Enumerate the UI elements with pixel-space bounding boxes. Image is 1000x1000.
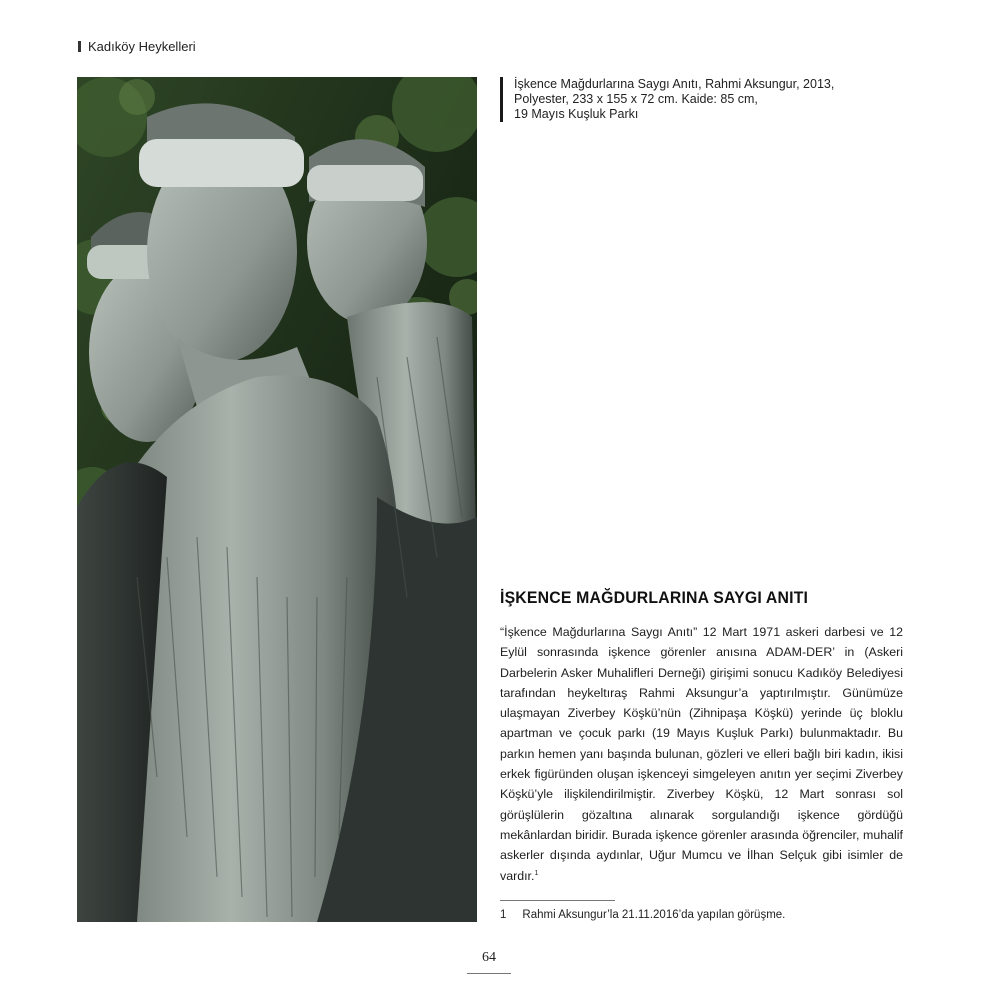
running-title: Kadıköy Heykelleri	[88, 39, 196, 54]
page-number: 64	[482, 950, 496, 965]
caption-line-2: Polyester, 233 x 155 x 72 cm. Kaide: 85 cm,	[514, 92, 758, 106]
caption-line-1: İşkence Mağdurlarına Saygı Anıtı, Rahmi Aksungur, 2013,	[514, 77, 835, 91]
header-marker	[78, 41, 81, 52]
sculpture-illustration	[77, 77, 477, 922]
footnote-divider	[500, 900, 615, 901]
running-header	[78, 39, 196, 54]
caption-line-3: 19 Mayıs Kuşluk Parkı	[514, 107, 639, 121]
sculpture-photo	[77, 77, 477, 922]
article-title: İŞKENCE MAĞDURLARINA SAYGI ANITI	[500, 588, 809, 607]
page-number-rule	[467, 973, 511, 974]
footnote	[500, 909, 785, 921]
footnote-reference[interactable]: 1	[534, 869, 539, 877]
footnote-text: Rahmi Aksungur’la 21.11.2016’da yapılan görüşme.	[522, 909, 786, 921]
article-body	[500, 622, 903, 886]
article-body-text: “İşkence Mağdurlarına Saygı Anıtı” 12 Mart 1971 askeri darbesi ve 12 Eylül sonrasında işkence görenler anısına ADAM-DER’ in (Askeri Darbelerin Asker Muhalifleri Derneği) girişimi sonucu Kadıköy Belediyesi tarafından heykeltıraş Rahmi Aksungur’a yaptırılmıştır. Günümüze ulaşmayan Ziverbey Köşkü’nün (Zihnipaşa Köşkü) yerinde üç bloklu apartman ve çocuk parkı (19 Mayıs Kuşluk Parkı) bulunmaktadır. Bu parkın hemen yanı başında bulunan, gözleri ve elleri bağlı biri kadın, ikisi erkek figüründen oluşan işkenceyi simgeleyen anıtın yer seçimi Ziverbey Köşkü’yle ilişkilendirilmiştir. Ziverbey Köşkü, 12 Mart sonrası sol görüşlülerin gözaltına alınarak sorgulandığı işkence gördüğü mekânlardan biridir. Burada işkence görenler arasında öğrenciler, muhalif askerler dışında aydınlar, Uğur Mumcu ve İlhan Selçuk gibi isimler de vardır.	[500, 625, 903, 883]
footnote-number: 1	[500, 909, 507, 921]
photo-caption	[500, 77, 894, 122]
